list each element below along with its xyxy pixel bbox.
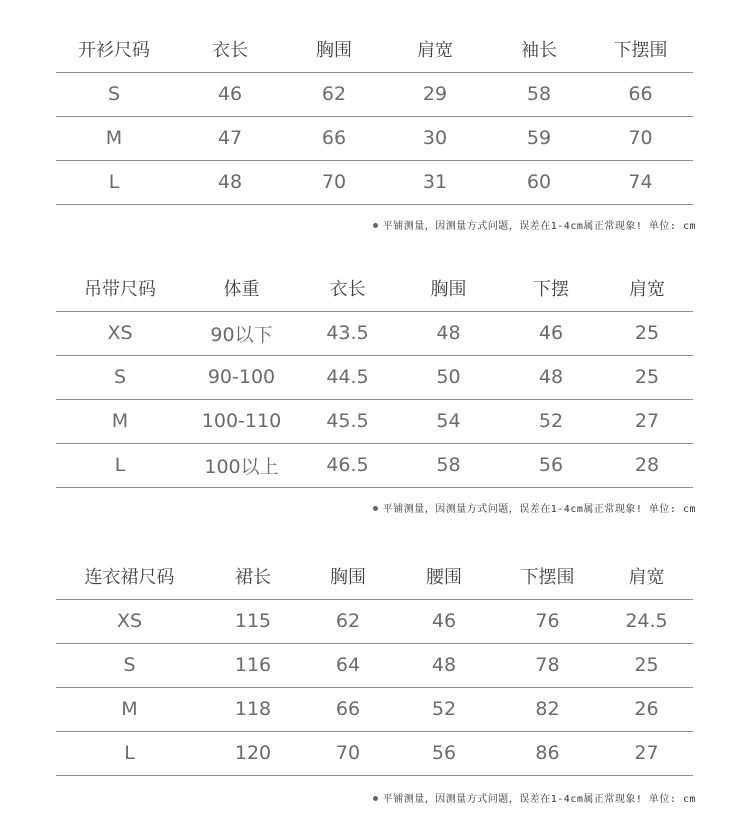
table-cell: 58 <box>436 454 461 476</box>
table-cell: 66 <box>321 127 347 149</box>
table-cell: 118 <box>234 698 272 720</box>
measurement-note <box>373 217 696 232</box>
table-cell: 48 <box>538 366 564 388</box>
table-cell: 52 <box>431 698 457 720</box>
bullet-icon <box>373 223 378 228</box>
table-cell: 48 <box>431 654 457 676</box>
table-row <box>56 399 693 443</box>
table-row <box>56 355 693 399</box>
bullet-icon <box>373 506 378 511</box>
header-cell: 肩宽 <box>417 39 453 61</box>
table-cell: 62 <box>321 83 347 105</box>
table-cell: 26 <box>634 698 659 720</box>
table-cell: L <box>114 454 126 476</box>
table-cell: 30 <box>422 127 448 149</box>
header-cell: 肩宽 <box>628 566 665 588</box>
header-cell: 体重 <box>223 278 260 300</box>
table-cell: 60 <box>526 171 552 193</box>
header-cell: 衣长 <box>329 278 366 300</box>
table-cell: 54 <box>436 410 461 432</box>
table-cell: XS <box>116 610 143 632</box>
table-cell: 45.5 <box>326 410 369 432</box>
table-cell: 86 <box>535 742 560 764</box>
table-cell: 76 <box>535 610 560 632</box>
table-row <box>56 443 693 487</box>
table-cell: L <box>124 742 135 764</box>
header-cell: 肩宽 <box>629 278 665 300</box>
table-cell: 66 <box>335 698 361 720</box>
bullet-icon <box>373 796 378 801</box>
table-cell: 50 <box>436 366 461 388</box>
measurement-note <box>373 790 696 805</box>
table-row <box>56 643 693 687</box>
table-cell: 56 <box>538 454 564 476</box>
header-cell: 下摆围 <box>613 39 668 61</box>
table-header-row <box>56 265 693 311</box>
table-cell: 62 <box>335 610 361 632</box>
table-cell: S <box>123 654 136 676</box>
table-cell: 46 <box>217 83 243 105</box>
header-cell: 裙长 <box>235 566 271 588</box>
table-cell: 78 <box>535 654 560 676</box>
table-cell: 59 <box>526 127 552 149</box>
table-cell: S <box>113 366 127 388</box>
table-row <box>56 731 693 775</box>
table-row <box>56 599 693 643</box>
header-cell: 吊带尺码 <box>84 278 156 300</box>
header-cell: 衣长 <box>212 39 248 61</box>
table-row <box>56 311 693 355</box>
table-cell: 100以上 <box>204 455 279 478</box>
table-cell: 70 <box>628 127 653 149</box>
table-cell: 64 <box>335 654 361 676</box>
note-text: 平铺测量，因测量方式问题，误差在1-4cm属正常现象! 单位: cm <box>382 504 696 515</box>
table-row <box>56 160 693 204</box>
table-cell: 116 <box>234 654 272 676</box>
measurement-note <box>373 500 696 515</box>
table-cell: 46 <box>431 610 457 632</box>
table-header-row <box>56 553 693 599</box>
header-cell: 胸围 <box>316 39 352 61</box>
table-cell: M <box>105 127 123 149</box>
table-cell: 52 <box>538 410 564 432</box>
table-cell: 28 <box>634 454 660 476</box>
table-cell: 82 <box>535 698 560 720</box>
table-cell: M <box>111 410 129 432</box>
table-cell: 24.5 <box>625 610 668 632</box>
table-row <box>56 687 693 731</box>
table-cell: M <box>121 698 138 720</box>
table-cell: 43.5 <box>326 322 369 344</box>
table-cell: 31 <box>422 171 448 193</box>
table-cell: XS <box>107 322 133 344</box>
table-cell: 70 <box>335 742 361 764</box>
table-cell: L <box>108 171 120 193</box>
header-cell: 开衫尺码 <box>78 39 150 61</box>
table-cell: 70 <box>321 171 347 193</box>
table-cell: 25 <box>634 654 659 676</box>
table-cell: 120 <box>234 742 272 764</box>
header-cell: 袖长 <box>521 39 557 61</box>
dress-size-table <box>56 553 693 776</box>
table-cell: 66 <box>628 83 653 105</box>
header-cell: 下摆 <box>533 278 569 300</box>
table-cell: 27 <box>634 410 660 432</box>
table-cell: 29 <box>422 83 448 105</box>
table-cell: 56 <box>431 742 457 764</box>
header-cell: 下摆围 <box>520 566 575 588</box>
table-cell: S <box>107 83 121 105</box>
table-cell: 90-100 <box>207 366 276 388</box>
table-cell: 44.5 <box>326 366 369 388</box>
camisole-size-table <box>56 265 693 488</box>
table-row <box>56 72 693 116</box>
table-cell: 90以下 <box>210 323 273 346</box>
table-cell: 100-110 <box>201 410 282 432</box>
table-header-row <box>56 26 693 72</box>
table-cell: 48 <box>217 171 243 193</box>
table-cell: 25 <box>634 322 660 344</box>
table-cell: 25 <box>634 366 660 388</box>
header-cell: 胸围 <box>330 566 366 588</box>
table-cell: 74 <box>628 171 653 193</box>
table-cell: 48 <box>436 322 461 344</box>
table-row <box>56 116 693 160</box>
cardigan-size-table <box>56 26 693 205</box>
note-text: 平铺测量，因测量方式问题，误差在1-4cm属正常现象! 单位: cm <box>382 794 696 805</box>
table-cell: 58 <box>526 83 552 105</box>
header-cell: 腰围 <box>426 566 462 588</box>
table-cell: 47 <box>217 127 243 149</box>
table-cell: 27 <box>634 742 659 764</box>
header-cell: 胸围 <box>430 278 467 300</box>
table-cell: 46.5 <box>326 454 369 476</box>
table-cell: 46 <box>538 322 564 344</box>
header-cell: 连衣裙尺码 <box>84 566 175 588</box>
note-text: 平铺测量，因测量方式问题，误差在1-4cm属正常现象! 单位: cm <box>382 221 696 232</box>
table-cell: 115 <box>234 610 272 632</box>
